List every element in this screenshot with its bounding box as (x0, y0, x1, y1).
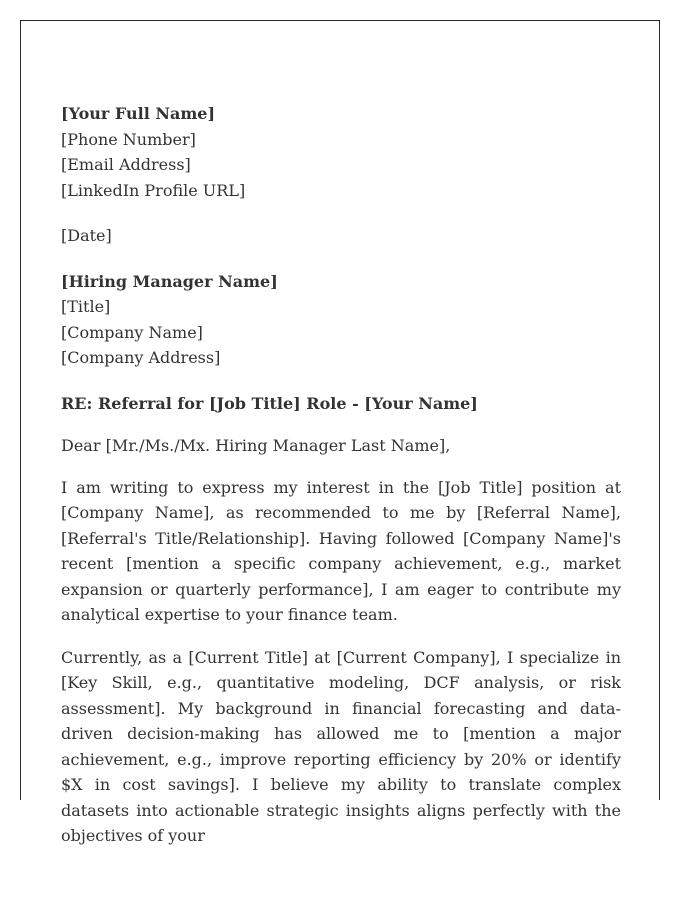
salutation: Dear [Mr./Ms./Mx. Hiring Manager Last Name], (61, 436, 451, 455)
sender-name: [Your Full Name] (61, 104, 216, 123)
recipient-title: [Title] (61, 297, 111, 316)
recipient-block (61, 269, 621, 371)
letter-content (61, 101, 621, 866)
sender-email: [Email Address] (61, 155, 191, 174)
sender-block (61, 101, 621, 203)
sender-phone: [Phone Number] (61, 129, 196, 149)
letter-page (20, 20, 660, 845)
date-block (61, 223, 621, 249)
body-paragraph-1: I am writing to express my interest in the [Job Title] position at [Company Name], as recommended to me by [Referral Name], [Referral's Title/Relationship]. Having followed [Company Name]'s recent [mention a specific company achievement, e.g., market expansion or quarterly performance], I am eager to contribute my analytical expertise to your finance team. (61, 477, 621, 624)
recipient-company: [Company Name] (61, 322, 203, 342)
sender-linkedin: [LinkedIn Profile URL] (61, 180, 246, 200)
recipient-address: [Company Address] (61, 348, 221, 367)
recipient-name: [Hiring Manager Name] (61, 271, 278, 291)
letter-date: [Date] (61, 226, 112, 245)
subject-line: RE: Referral for [Job Title] Role - [Your Name] (61, 393, 478, 413)
body-paragraph-2: Currently, as a [Current Title] at [Current Company], I specialize in [Key Skill, e.g., quantitative modeling, DCF analysis, or risk assessment]. My background in financial forecasting and data-driven decision-making has allowed me to [mention a major achievement, e.g., improve reporting efficiency by 20% or identify $X in cost savings]. I believe my ability to translate complex datasets into actionable strategic insights aligns perfectly with the objectives of your (61, 647, 621, 845)
